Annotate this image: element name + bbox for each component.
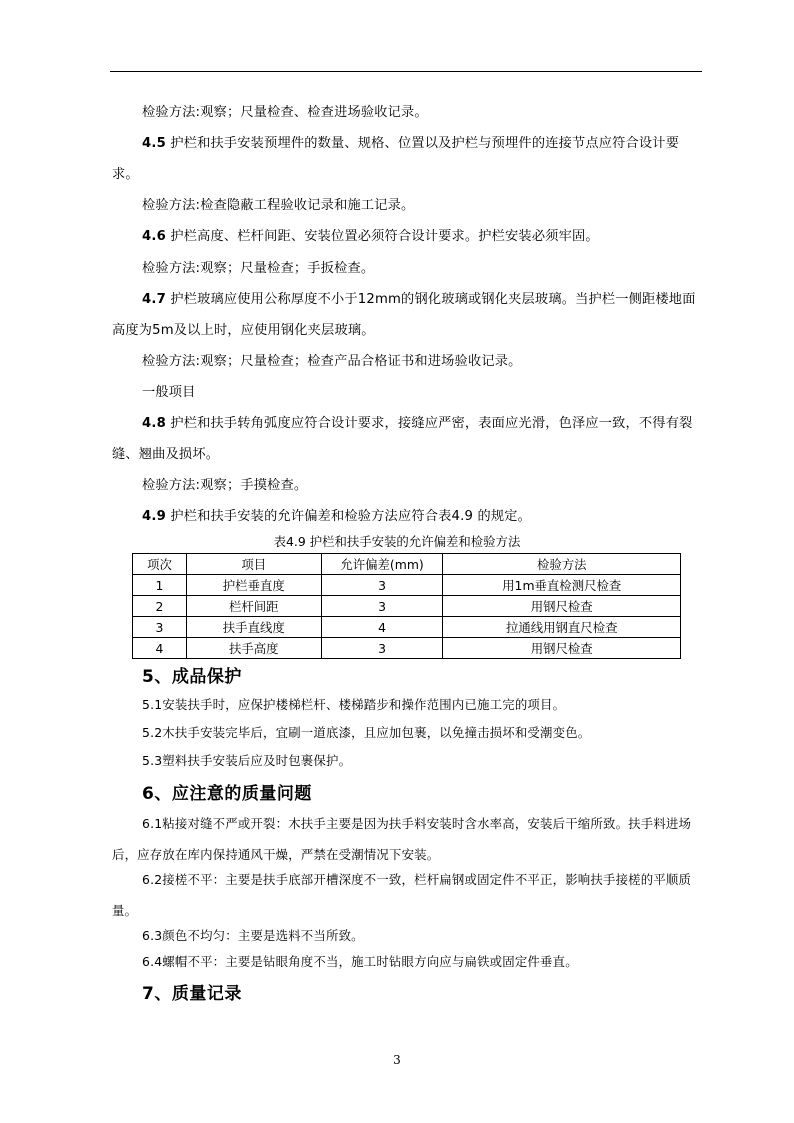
table-cell: 扶手直线度 bbox=[186, 617, 321, 638]
paragraph: 检验方法:观察；手摸检查。 bbox=[142, 478, 308, 493]
table-cell: 1 bbox=[133, 575, 187, 596]
paragraph: 检验方法:观察；尺量检查、检查进场验收记录。 bbox=[142, 105, 428, 120]
table-cell: 扶手高度 bbox=[186, 638, 321, 659]
section-heading: 6、应注意的质量问题 bbox=[142, 784, 312, 804]
table-row bbox=[133, 638, 681, 659]
table-cell: 用钢尺检查 bbox=[443, 596, 681, 617]
table-cell: 3 bbox=[321, 575, 443, 596]
table-caption: 表4.9 护栏和扶手安装的允许偏差和检验方法 bbox=[273, 534, 521, 549]
list-item: 6.4螺帽不平：主要是钻眼角度不当，施工时钻眼方向应与扁铁或固定件垂直。 bbox=[142, 954, 578, 969]
list-item: 5.1安装扶手时，应保护楼梯栏杆、楼梯踏步和操作范围内已施工完的项目。 bbox=[142, 697, 566, 712]
list-item: 6.3颜色不均匀：主要是选料不当所致。 bbox=[142, 928, 364, 943]
header-cell: 允许偏差(mm) bbox=[321, 554, 443, 575]
header-cell: 检验方法 bbox=[443, 554, 681, 575]
clause-4-9: 4.9 护栏和扶手安装的允许偏差和检验方法应符合表4.9 的规定。 bbox=[142, 509, 532, 524]
paragraph: 检验方法:观察；尺量检查；检查产品合格证书和进场验收记录。 bbox=[142, 354, 522, 369]
table-header-row bbox=[133, 554, 681, 575]
table-cell: 4 bbox=[133, 638, 187, 659]
clause-4-6: 4.6 护栏高度、栏杆间距、安装位置必须符合设计要求。护栏安装必须牢固。 bbox=[142, 229, 599, 244]
clause-4-8: 4.8 护栏和扶手转角弧度应符合设计要求，接缝应严密，表面应光滑，色泽应一致，不得有裂缝、翘曲及损坏。 bbox=[112, 416, 693, 462]
section-heading: 7、质量记录 bbox=[142, 984, 242, 1004]
header-cell: 项目 bbox=[186, 554, 321, 575]
table-cell: 3 bbox=[321, 638, 443, 659]
list-item: 5.3塑料扶手安装后应及时包裹保护。 bbox=[142, 753, 352, 768]
list-item: 6.2接槎不平：主要是扶手底部开槽深度不一致，栏杆扁钢或固定件不平正，影响扶手接槎的平顺质量。 bbox=[112, 872, 692, 918]
tolerance-table bbox=[132, 553, 681, 659]
table-cell: 用1m垂直检测尺检查 bbox=[443, 575, 681, 596]
table-cell: 4 bbox=[321, 617, 443, 638]
table-cell: 用钢尺检查 bbox=[443, 638, 681, 659]
table-row bbox=[133, 617, 681, 638]
table-cell: 3 bbox=[133, 617, 187, 638]
list-item: 6.1粘接对缝不严或开裂：木扶手主要是因为扶手料安装时含水率高，安装后干缩所致。扶手料进场后，应存放在库内保持通风干燥，严禁在受潮情况下安装。 bbox=[112, 816, 692, 862]
header-rule bbox=[110, 71, 702, 72]
table-cell: 2 bbox=[133, 596, 187, 617]
table-row bbox=[133, 575, 681, 596]
page-number: 3 bbox=[393, 1053, 401, 1067]
clause-4-7: 4.7 护栏玻璃应使用公称厚度不小于12mm的钢化玻璃或钢化夹层玻璃。当护栏一侧距楼地面高度为5m及以上时，应使用钢化夹层玻璃。 bbox=[112, 292, 696, 338]
table-cell: 3 bbox=[321, 596, 443, 617]
section-heading: 5、成品保护 bbox=[142, 667, 242, 687]
paragraph: 检验方法:检查隐蔽工程验收记录和施工记录。 bbox=[142, 198, 415, 213]
table-cell: 护栏垂直度 bbox=[186, 575, 321, 596]
header-cell: 项次 bbox=[133, 554, 187, 575]
paragraph: 检验方法:观察；尺量检查；手扳检查。 bbox=[142, 261, 375, 276]
general-items-label: 一般项目 bbox=[142, 385, 196, 400]
table-cell: 拉通线用钢直尺检查 bbox=[443, 617, 681, 638]
table-cell: 栏杆间距 bbox=[186, 596, 321, 617]
clause-4-5: 4.5 护栏和扶手安装预埋件的数量、规格、位置以及护栏与预埋件的连接节点应符合设计要求。 bbox=[112, 136, 680, 182]
table-row bbox=[133, 596, 681, 617]
list-item: 5.2木扶手安装完毕后，宜刷一道底漆，且应加包裹，以免撞击损坏和受潮变色。 bbox=[142, 725, 591, 740]
